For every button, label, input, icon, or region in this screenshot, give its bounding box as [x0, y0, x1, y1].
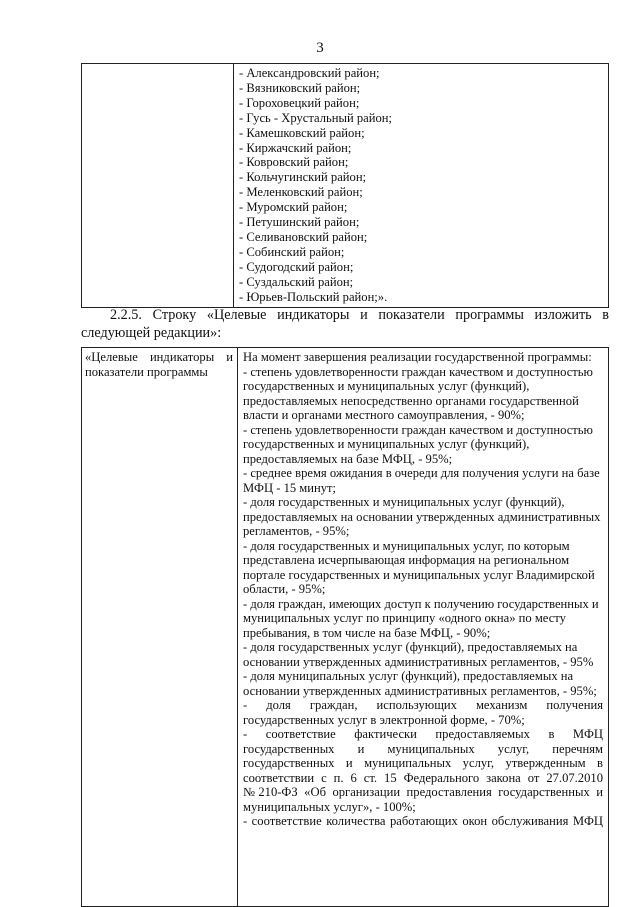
districts-table [81, 63, 609, 308]
districts-table-empty-cell [82, 64, 234, 308]
district-item: - Петушинский район; [239, 215, 360, 230]
indicator-paragraph: - степень удовлетворенности граждан качеством и доступностью государственных и муниципальных услуг (функций), предоставляемых непосредственно органами государственной власти и органами местного самоуправления, - 90%; [243, 364, 593, 422]
indicator-paragraph: - степень удовлетворенности граждан качеством и доступностью государственных и муниципальных услуг (функций), предоставляемых на базе МФЦ, - 95%; [243, 422, 593, 466]
district-item: - Селивановский район; [239, 229, 368, 244]
indicators-list [238, 348, 609, 907]
district-item: - Меленковский район; [239, 185, 363, 200]
indicator-paragraph: - доля граждан, использующих механизм получения государственных услуг в электронной форме, - 70%; [243, 698, 603, 727]
district-item: - Гусь - Хрустальный район; [239, 110, 393, 125]
district-item: - Судогодский район; [239, 259, 354, 274]
indicators-table-label-cell [82, 348, 238, 907]
indicator-paragraph: - доля государственных и муниципальных услуг (функций), предоставляемых на основании утвержденных административных регламентов, - 95%; [243, 495, 601, 538]
amendment-paragraph-line1: 2.2.5. Строку «Целевые индикаторы и показатели программы изложить в [110, 307, 609, 323]
district-item: - Киржачский район; [239, 140, 352, 155]
indicator-paragraph: На момент завершения реализации государственной программы: [243, 350, 592, 364]
district-item: - Суздальский район; [239, 274, 354, 289]
district-item: - Ковровский район; [239, 155, 349, 170]
district-item: - Вязниковский район; [239, 80, 361, 95]
district-item: - Муромский район; [239, 200, 348, 215]
indicator-paragraph: - соответствие фактически предоставляемых в МФЦ государственных и муниципальных услуг, перечням государственных и муниципальных услуг, утвержденным в соответствии с п. 6 ст. 15 Федерального закона от 27.07.2010 №210-ФЗ «Об организации предоставления государственных и муниципальных услуг», - 100%; [243, 727, 603, 814]
amendment-paragraph [81, 307, 609, 342]
indicator-paragraph: - доля государственных и муниципальных услуг, по которым представлена исчерпывающая информация на региональном портале государственных и муниципальных услуг Владимирской области, - 95%; [243, 538, 595, 596]
indicators-table [81, 347, 609, 907]
indicator-paragraph: - доля государственных услуг (функций), предоставляемых на основании утвержденных административных регламентов, - 95% [243, 640, 594, 669]
district-item: - Кольчугинский район; [239, 170, 367, 185]
district-item: - Камешковский район; [239, 125, 365, 140]
amendment-paragraph-line2: следующей редакции»: [81, 324, 222, 341]
page-number: 3 [316, 40, 324, 56]
indicators-label-line2: показатели программы [85, 365, 208, 379]
indicators-label-line1: «Целевые индикаторы и [85, 350, 233, 364]
indicator-paragraph: - соответствие количества работающих окон обслуживания МФЦ [243, 814, 603, 828]
district-item: - Александровский район; [239, 66, 380, 80]
districts-list [234, 64, 609, 308]
district-item: - Гороховецкий район; [239, 95, 360, 110]
district-item: - Юрьев-Польский район;». [239, 289, 388, 304]
district-item: - Собинский район; [239, 244, 345, 259]
indicator-paragraph: - доля муниципальных услуг (функций), предоставляемых на основании утвержденных административных регламентов, - 95%; [243, 669, 597, 698]
indicator-paragraph: - среднее время ожидания в очереди для получения услуги на базе МФЦ - 15 минут; [243, 466, 600, 495]
indicator-paragraph: - доля граждан, имеющих доступ к получению государственных и муниципальных услуг по принципу «одного окна» по месту пребывания, в том числе на базе МФЦ, - 90%; [243, 596, 599, 640]
